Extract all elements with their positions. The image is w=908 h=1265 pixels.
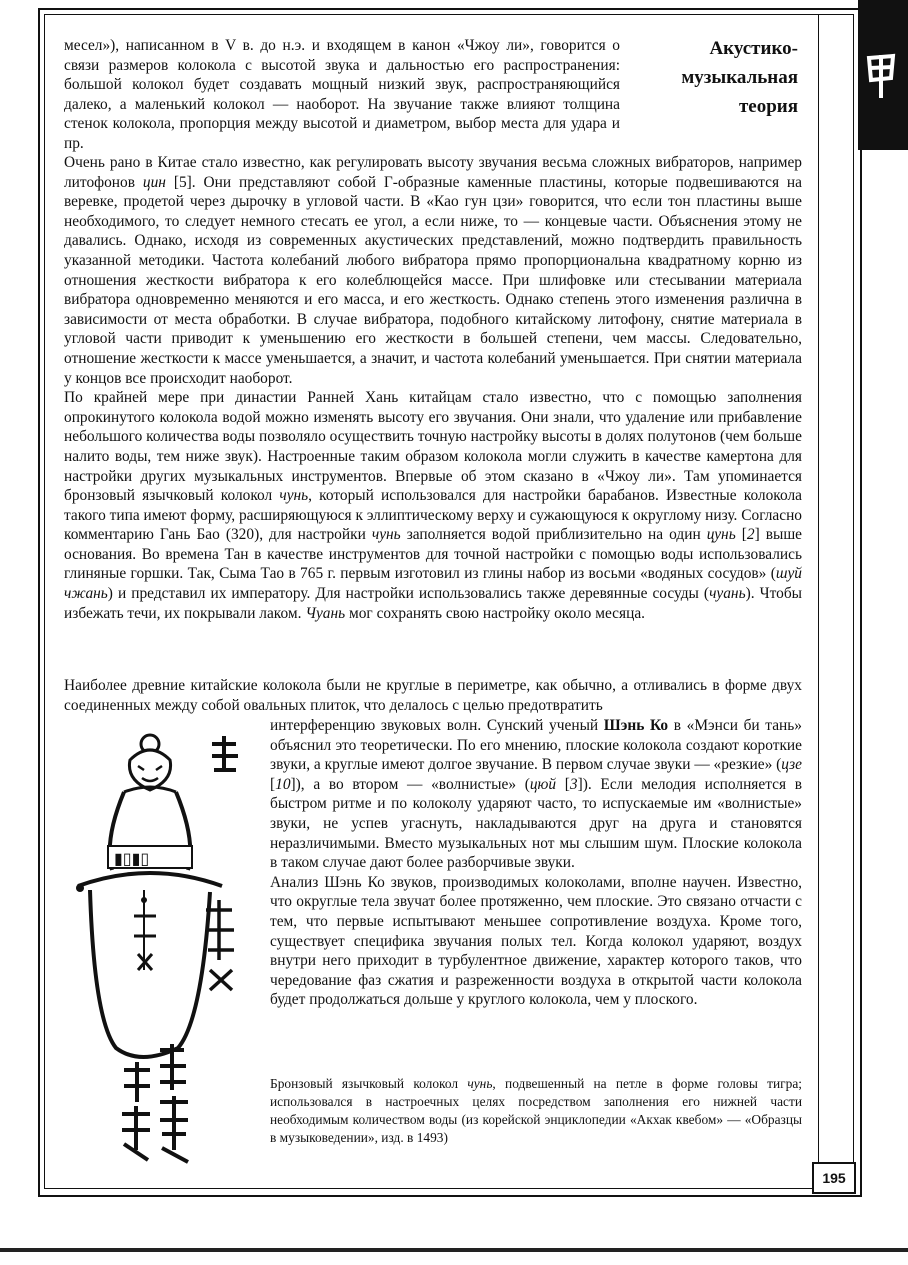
italic-term: 2 [746,526,755,544]
text-run: [ [735,526,747,544]
italic-term: 10 [275,775,291,793]
paragraph-3-text [64,388,802,623]
text-run: По крайней мере при династии Ранней Хань китайцам стало известно, что с помощью заполнения опрокинутого колокола водой можно изменять высоту его звучания. Они знали, что удаление или прибавление небольшого количества воды позволяло осуществить точную настройку высоты в долях полутонов (чем больше налито воды, тем ниже звук). Настроенные таким образом колокола могли служить в качестве камертона для настройки других музыкальных инструментов. Впервые об этом сказано в «Чжоу ли». Там упоминается бронзовый язычковый колокол [64,389,802,505]
text-run: ). Чтобы избежать течи, их покрывали лаком. [64,585,802,622]
text-run: заполняется водой приблизительно на один [400,526,707,544]
paragraph-4 [64,676,802,715]
text-run: ] выше основания. Во времена Тан в качестве инструментов для точной настройки с помощью воды использовались глиняные горшки. Так, Сыма Тао в 765 г. первым изготовил из глины набор из восьми «водяных сосудов» ( [64,526,803,583]
text-run: [ [270,775,276,793]
paragraph-1-text: месел»), написанном в V в. до н.э. и входящем в канон «Чжоу ли», говорится о связи размеров колокола с высотой звука и дальностью его распространения: большой колокол будет создавать мощный низкий звук, распространяющийся далеко, а маленький колокол — наоборот. На звучание также влияют толщина стенок колокола, пропорция между высотой и диаметром, выбор места для удара и пр. [64,37,620,152]
italic-term: цин [142,173,166,191]
italic-term: чунь [279,487,309,505]
text-run: в «Мэнси би тань» объяснил это теоретически. По его мнению, плоские колокола создают короткие звуки, а круглые имеют долгое звучание. В первом случае звуки — «резкие» ( [270,717,802,774]
paragraph-1 [64,36,620,154]
text-run: [ [556,775,570,793]
text-run: Очень рано в Китае стало известно, как регулировать высоту звучания весьма сложных вибраторов, например литофонов [64,154,802,191]
text-run: [5]. Они представляют собой Г-образные каменные пластины, которые подвешиваются на веревке, продетой через дырочку в угловой части. В «Као гун цзи» говорится, что если тон пластины выше необходимого, то следует немного стесать ее угол, а если ниже, то — концевые части. Объяснения этому не давались. Однако, исходя из современных акустических представлений, можно подтвердить правильность указанной методики. Частота колебаний любого вибратора прямо пропорциональна квадратному корню из отношения жесткости вибратора к его колеблющейся массе. При шлифовке или стесывании материала вибратора одновременно меняются и его масса, и его жесткость. Однако степень этого изменения различна в зависимости от места обработки. В случае вибратора, подобного китайскому литофону, снятие материала в угловой части приводит к уменьшению его жесткости в большей степени, чем массы. Следовательно, отношение жесткости к массе уменьшается, а значит, и частота колебаний уменьшается. При снятии материала у концов все происходит наоборот. [64,173,802,387]
italic-term: 3 [569,775,578,793]
section-heading [650,34,798,121]
paragraph-2 [64,153,802,623]
figure-caption-text [270,1075,802,1147]
text-run: , который использовался для настройки барабанов. Известные колокола такого типа имеют форму, расширяющуюся к эллиптическому верху и сужающуюся к округлому низу. Согласно комментарию Гань Бао (320), для настройки [64,487,803,544]
text-run: ) и представил их императору. Для настройки использовались также деревянные сосуды ( [107,585,710,603]
paragraph-4-text: Наиболее древние китайские колокола были не круглые в периметре, как обычно, а отливались в форме двух соединенных между собой овальных плиток, что делалось с целью предотвратить [64,677,802,714]
bold-name: Шэнь Ко [603,717,669,734]
paragraph-5-column [270,716,802,1010]
paragraph-2-text [64,153,802,388]
right-column-rule [818,14,819,1187]
chinese-character-jia-icon [866,52,896,100]
italic-term: шуй чжань [64,565,802,603]
section-heading-line-2: музыкальная [681,67,798,88]
italic-term: цунь [706,526,736,544]
bronze-bell-chun-illustration [64,730,264,1170]
paragraph-5-text [270,716,802,873]
text-run: мог сохранять свою настройку около месяца. [345,604,646,622]
section-heading-line-3: теория [738,96,798,117]
section-heading-line-1: Акустико- [709,38,798,59]
text-run: ]), а во втором — «волнистые» ( [290,775,530,793]
figure-caption [270,1075,802,1147]
text-run: ]). Если мелодия исполняется в быстром ритме и по колоколу ударяют часто, то испускаемые им «волнистые» звуки, не успев угаснуть, накладываются друг на друга и становятся неразличимыми. Вместо музыкальных нот мы слышим шум. Плоские колокола в таком случае дают более разборчивые звуки. [270,775,802,872]
text-run: интерференцию звуковых волн. Сунский ученый [270,717,604,734]
paragraph-6-text: Анализ Шэнь Ко звуков, производимых колоколами, вполне научен. Известно, что округлые тела звучат более протяженно, чем плоские. Это связано отчасти с тем, что первые испытывают меньшее сопротивление воздуха. Кроме того, существует специфика звучания полых тел. Когда колокол ударяют, воздух внутри него приходит в турбулентное движение, характер которого таков, что чередование фаз сжатия и разреженности воздуха в открытой части колокола будет продолжаться дольше у круглого колокола, чем у плоского. [270,873,802,1009]
italic-term: чунь [467,1076,493,1091]
text-run: , подвешенный на петле в форме головы тигра; использовался в настроечных целях посредством заполнения его нижней части необходимым количеством воды (из корейской энциклопедии «Акхак квебом» — «Образцы в музыковедении», изд. в 1493) [270,1076,802,1145]
italic-term: Чуань [305,604,346,622]
italic-term: чунь [371,526,401,544]
svg-text:▮▯▮▯: ▮▯▮▯ [114,849,150,868]
italic-term: чуань [709,585,746,603]
italic-term: цзе [781,756,802,774]
italic-term: цюй [529,775,557,793]
scan-bottom-edge [0,1248,908,1252]
text-run: Бронзовый язычковый колокол [270,1076,468,1091]
page-number: 195 [812,1162,856,1194]
